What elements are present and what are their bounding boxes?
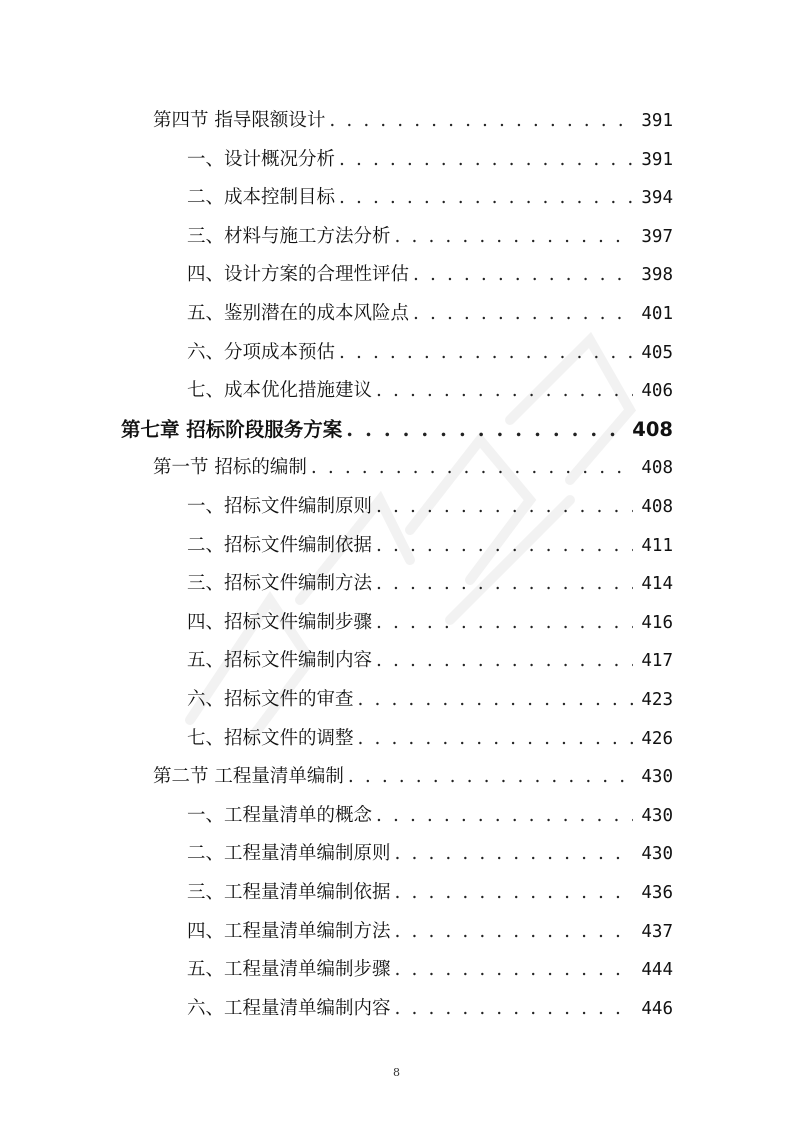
toc-leader-dots [339, 334, 633, 372]
toc-leader-dots [395, 218, 634, 256]
toc-entry[interactable] [187, 141, 673, 179]
toc-leader-dots [348, 758, 634, 796]
toc-entry[interactable] [187, 797, 673, 835]
toc-entry-page: 391 [641, 111, 673, 131]
toc-entry-title: 五、工程量清单编制步骤 [187, 959, 391, 981]
toc-leader-dots [376, 527, 633, 565]
toc-entry-title: 一、工程量清单的概念 [187, 804, 373, 826]
toc-entry-title: 三、招标文件编制方法 [187, 573, 373, 595]
toc-entry-page: 411 [641, 535, 673, 556]
toc-entry-title: 六、分项成本预估 [187, 341, 336, 363]
toc-entry-page: 437 [641, 921, 673, 942]
toc-entry-title: 四、招标文件编制步骤 [187, 611, 373, 633]
toc-entry-page: 405 [641, 342, 673, 363]
toc-leader-dots [311, 449, 634, 487]
toc-entry[interactable] [153, 449, 673, 487]
toc-leader-dots [339, 179, 633, 217]
toc-leader-dots [376, 565, 633, 603]
toc-entry[interactable] [187, 990, 673, 1028]
toc-entry-page: 416 [641, 612, 673, 633]
toc-entry[interactable] [187, 720, 673, 758]
toc-entry[interactable] [187, 874, 673, 912]
toc-leader-dots [395, 990, 634, 1028]
toc-entry-title: 六、招标文件的审查 [187, 689, 354, 710]
toc-entry-title: 五、招标文件编制内容 [187, 650, 373, 672]
toc-entry-page: 401 [641, 304, 673, 324]
toc-entry-title: 二、招标文件编制依据 [187, 534, 373, 556]
toc-leader-dots [376, 372, 633, 410]
toc-leader-dots [376, 797, 633, 835]
toc-entry-title: 第四节 指导限额设计 [153, 110, 326, 131]
toc-entry[interactable] [187, 681, 673, 719]
toc-leader-dots [339, 141, 633, 179]
toc-entry-page: 406 [641, 381, 673, 402]
toc-entry[interactable] [187, 372, 673, 410]
toc-entry-page: 444 [641, 960, 673, 981]
toc-leader-dots [329, 102, 633, 140]
toc-entry-page: 436 [641, 883, 673, 903]
toc-entry-title: 第七章 招标阶段服务方案 [121, 417, 343, 441]
toc-entry[interactable] [187, 179, 673, 217]
toc-entry-page: 391 [641, 149, 673, 170]
toc-entry[interactable] [187, 604, 673, 642]
toc-leader-dots [376, 604, 633, 642]
toc-leader-dots [395, 951, 634, 989]
toc-entry-page: 408 [641, 458, 673, 479]
toc-entry-title: 第一节 招标的编制 [153, 457, 307, 479]
toc-entry-title: 三、材料与施工方法分析 [187, 225, 391, 247]
toc-entry-title: 四、工程量清单编制方法 [187, 920, 391, 942]
toc-entry-page: 397 [641, 226, 673, 247]
toc-entry-page: 398 [641, 265, 673, 286]
toc-entry-title: 一、招标文件编制原则 [187, 496, 373, 517]
toc-entry[interactable] [187, 295, 673, 333]
toc-entry-page: 408 [632, 417, 673, 441]
toc-leader-dots [346, 411, 624, 449]
toc-leader-dots [358, 681, 634, 719]
toc-leader-dots [395, 835, 634, 873]
toc-entry-page: 417 [641, 651, 673, 672]
toc-leader-dots [376, 642, 633, 680]
toc-entry-title: 三、工程量清单编制依据 [187, 882, 391, 903]
toc-entry[interactable] [187, 256, 673, 294]
toc-entry-title: 二、成本控制目标 [187, 187, 336, 209]
toc-entry-title: 第二节 工程量清单编制 [153, 766, 344, 788]
toc-entry[interactable] [187, 913, 673, 951]
toc-entry-page: 414 [641, 574, 673, 595]
toc-leader-dots [358, 720, 634, 758]
toc-entry[interactable] [187, 334, 673, 372]
toc-entry-page: 430 [641, 844, 673, 865]
toc-leader-dots [413, 295, 633, 333]
toc-entry[interactable] [187, 835, 673, 873]
toc-entry-title: 二、工程量清单编制原则 [187, 843, 391, 865]
toc-entry[interactable] [153, 758, 673, 796]
toc-entry[interactable] [187, 565, 673, 603]
toc-leader-dots [413, 256, 633, 294]
toc-entry[interactable] [153, 102, 673, 140]
toc-entry-title: 一、设计概况分析 [187, 148, 336, 170]
toc-entry-page: 426 [641, 728, 673, 749]
toc-entry-title: 七、招标文件的调整 [187, 727, 354, 749]
toc-entry[interactable] [187, 488, 673, 526]
toc-entry-title: 四、设计方案的合理性评估 [187, 264, 410, 286]
toc-entry[interactable] [187, 642, 673, 680]
toc-entry-page: 408 [641, 497, 673, 517]
toc-entry-page: 394 [641, 188, 673, 209]
toc-entry-page: 430 [641, 767, 673, 788]
toc-leader-dots [395, 913, 634, 951]
toc-entry[interactable] [121, 411, 673, 449]
toc-entry-page: 430 [641, 805, 673, 826]
toc-leader-dots [395, 874, 634, 912]
toc-entry[interactable] [187, 218, 673, 256]
toc-entry-page: 423 [641, 690, 673, 710]
toc-entry[interactable] [187, 527, 673, 565]
toc-entry-title: 六、工程量清单编制内容 [187, 997, 391, 1019]
toc-entry-title: 七、成本优化措施建议 [187, 380, 373, 402]
page-number: 8 [393, 1066, 400, 1079]
toc-entry[interactable] [187, 951, 673, 989]
toc-entry-page: 446 [641, 998, 673, 1019]
toc-entry-title: 五、鉴别潜在的成本风险点 [187, 303, 410, 324]
toc-leader-dots [376, 488, 633, 526]
